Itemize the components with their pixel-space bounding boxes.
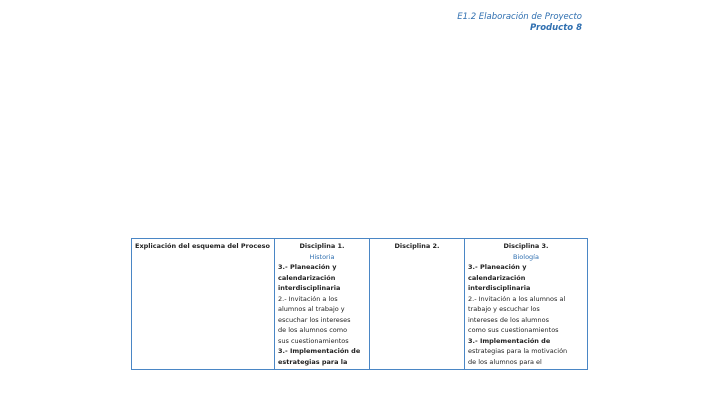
discipline-1-line: 3.- Implementación de [278, 347, 361, 355]
discipline-3-line: interdisciplinaria [468, 284, 531, 292]
row-label-cell [132, 239, 275, 370]
discipline-3-line: 3.- Planeación y [468, 263, 527, 271]
discipline-1-text [278, 262, 366, 367]
document-header [457, 12, 582, 34]
discipline-3-line: de los alumnos para el [468, 357, 542, 366]
process-table [131, 238, 588, 370]
discipline-1-line: interdisciplinaria [278, 284, 341, 292]
discipline-3-line: como sus cuestionamientos [468, 326, 559, 334]
header-title: E1.2 Elaboración de Proyecto [457, 12, 582, 22]
discipline-1-line: alumnos al trabajo y [278, 305, 345, 313]
discipline-3-line: 3.- Implementación de [468, 336, 551, 345]
discipline-2-title: Disciplina 2. [394, 242, 440, 250]
discipline-1-line: de los alumnos como [278, 326, 348, 334]
discipline-3-line: estrategias para la motivación [468, 347, 568, 355]
discipline-3-line: trabajo y escuchar los [468, 305, 540, 313]
discipline-2-cell [370, 239, 465, 370]
discipline-1-cell [275, 239, 370, 370]
discipline-1-title: Disciplina 1. [299, 242, 345, 250]
discipline-3-text [468, 262, 584, 367]
discipline-3-line: calendarización [468, 273, 526, 282]
discipline-1-line: sus cuestionamientos [278, 336, 349, 345]
discipline-1-line: 2.- Invitación a los [278, 294, 338, 303]
discipline-1-subject: Historia [309, 252, 335, 261]
discipline-1-line: 3.- Planeación y [278, 263, 337, 271]
discipline-3-subject: Biología [513, 252, 539, 261]
discipline-1-line: calendarización [278, 273, 336, 282]
header-subtitle: Producto 8 [530, 23, 582, 33]
discipline-3-line: intereses de los alumnos [468, 315, 549, 324]
discipline-3-title: Disciplina 3. [503, 242, 549, 250]
discipline-3-cell [465, 239, 588, 370]
discipline-1-line: estrategias para la [278, 357, 348, 366]
discipline-1-line: escuchar los intereses [278, 315, 351, 324]
discipline-3-line: 2.- Invitación a los alumnos al [468, 294, 566, 303]
row-label: Explicación del esquema del Proceso [135, 242, 270, 250]
table-row [132, 239, 588, 370]
